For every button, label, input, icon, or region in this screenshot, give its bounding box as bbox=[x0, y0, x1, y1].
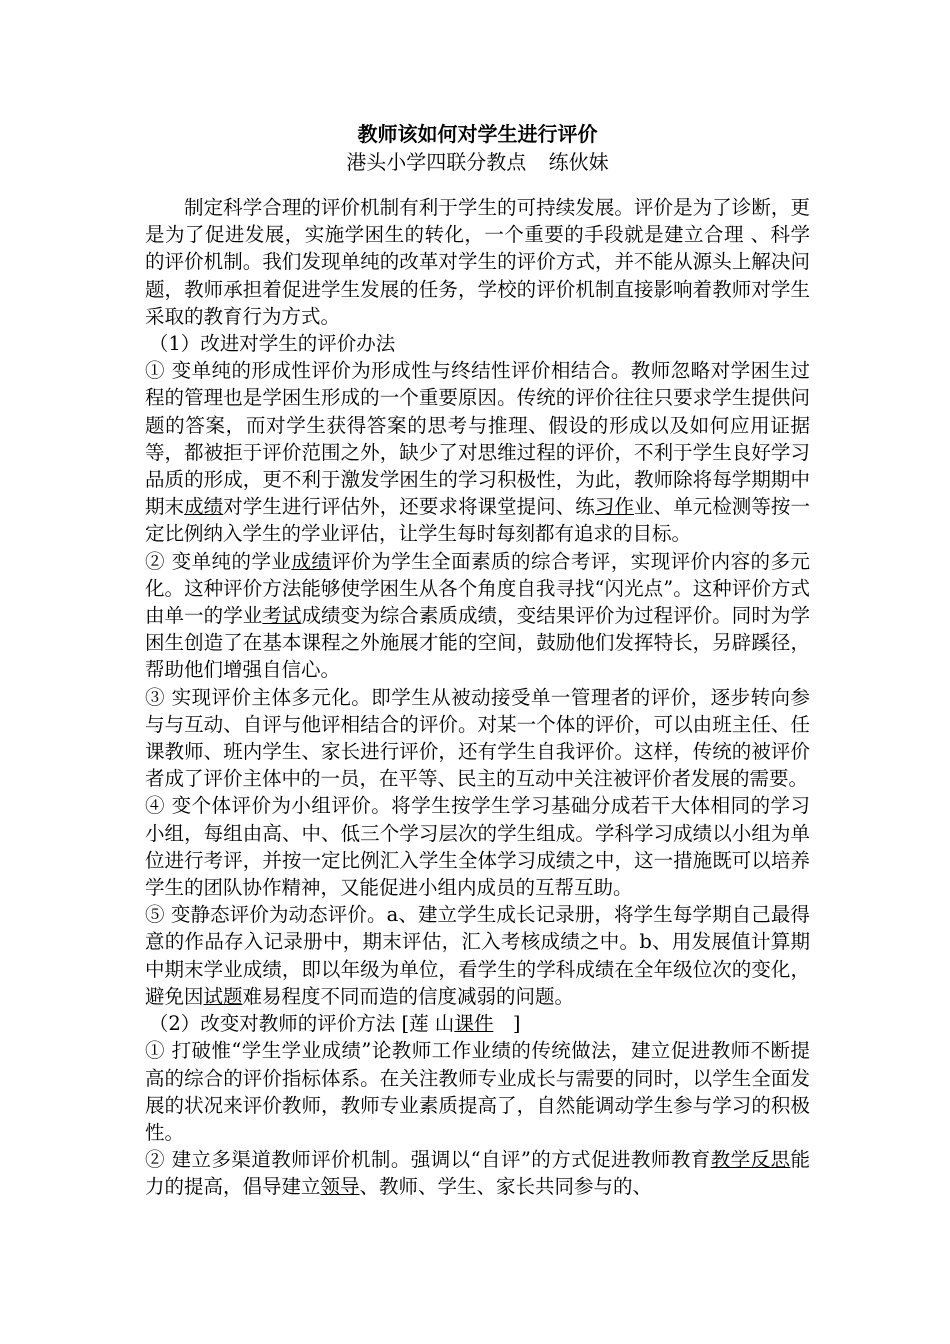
item-text: 成绩变为综合素质成绩，变结果评价为过程评价。同时为学困生创造了在基本课程之外施展才能的空间，鼓励他们发挥特长，另辟蹊径，帮助他们增强自信心。 bbox=[145, 604, 810, 682]
link-jiaoxue-fansi[interactable]: 教学反思 bbox=[710, 1148, 791, 1172]
author-name: 练伙妹 bbox=[548, 150, 609, 174]
item-text: ② 变单纯的学业 bbox=[145, 549, 292, 573]
section2-item2 bbox=[145, 1146, 810, 1200]
item-text: ① 变单纯的形成性评价为形成性与终结性评价相结合。教师忽略对学困生过程的管理也是学困生形成的一个重要原因。传统的评价往往只要求学生提供问题的答案，而对学生获得答案的思考与推理、假设的形成以及如何应用证据等，都被拒于评价范围之外，缺少了对思维过程的评价，不利于学生良好学习品质的形成，更不利于激发学困生的学习积极性，为此，教师除将每学期期中期末 bbox=[145, 359, 810, 519]
section1-heading: （1）改进对学生的评价办法 bbox=[148, 332, 396, 356]
item-text: 对学生进行评估外，还要求将课堂提问、练 bbox=[223, 495, 595, 519]
item-text: ⑤ 变静态评价为动态评价。a、建立学生成长记录册，将学生每学期自己最得意的作品存入记录册中，期末评估，汇入考核成绩之中。b、用发展值计算期中期末学业成绩，即以年级为单位，看学生的学科成绩在全年级位次的变化，避免因 bbox=[145, 903, 810, 1008]
heading-text: ] bbox=[493, 1012, 521, 1036]
link-shiti[interactable]: 试题 bbox=[203, 984, 243, 1008]
link-xizuo[interactable]: 习作 bbox=[594, 495, 634, 519]
item-text: 评价为学生全面素质的综合考评，实现评价内容的多元化。这种评价方法能够使学困生从各个角度自我寻找“闪光点”。这种评价方式由单一的学业 bbox=[145, 549, 810, 628]
section1-item1 bbox=[145, 357, 810, 547]
item-text: 难易程度不同而造的信度减弱的问题。 bbox=[242, 984, 575, 1008]
author-line bbox=[145, 148, 810, 176]
section1-item2 bbox=[145, 548, 810, 684]
section1-item3: ③ 实现评价主体多元化。即学生从被动接受单一管理者的评价，逐步转向参与与互动、自评与他评相结合的评价。对某一个体的评价，可以由班主任、任课教师、班内学生、家长进行评价，还有学生自我评价。这样，传统的被评价者成了评价主体中的一员，在平等、民主的互动中关注被评价者发展的需要。 bbox=[145, 685, 810, 791]
document-title: 教师该如何对学生进行评价 bbox=[357, 122, 598, 146]
item-text: 业、单元检测等按一定比例纳入学生的学业评估，让学生每时每刻都有追求的目标。 bbox=[145, 495, 810, 546]
link-chengji-2[interactable]: 成绩 bbox=[291, 549, 332, 573]
section2-heading bbox=[145, 1010, 810, 1037]
section2-item1: ① 打破惟“学生学业成绩”论教师工作业绩的传统做法，建立促进教师不断提高的综合的评价指标体系。在关注教师专业成长与需要的同时，以学生全面发展的状况来评价教师，教师专业素质提高了，自然能调动学生参与学习的积极性。 bbox=[145, 1039, 810, 1144]
document-page bbox=[145, 120, 810, 1201]
section1-item5 bbox=[145, 901, 810, 1010]
section1-item4: ④ 变个体评价为小组评价。将学生按学生学习基础分成若干大体相同的学习小组，每组由高、中、低三个学习层次的学生组成。学科学习成绩以小组为单位进行考评，并按一定比例汇入学生全体学习成绩之中，这一措施既可以培养学生的团队协作精神，又能促进小组内成员的互帮互助。 bbox=[145, 794, 810, 900]
link-kaoshi[interactable]: 考试 bbox=[262, 604, 302, 628]
item-text: ② 建立多渠道教师评价机制。强调以“自评”的方式促进教师教育 bbox=[145, 1148, 711, 1172]
item-text: 、教师、学生、家长共同参与的、 bbox=[359, 1175, 653, 1199]
link-lingdao[interactable]: 领导 bbox=[320, 1175, 360, 1199]
intro-paragraph: 制定科学合理的评价机制有利于学生的可持续发展。评价是为了诊断，更是为了促进发展，实施学困生的转化，一个重要的手段就是建立合理 、科学的评价机制。我们发现单纯的改革对学生的评价方式，并不能从源头上解决问题，教师承担着促进学生发展的任务，学校的评价机制直接影响着教师对学生采取的教育行为方式。 bbox=[145, 196, 810, 328]
heading-text: （2）改变对教师的评价方法 [莲 山 bbox=[148, 1012, 455, 1036]
item-text: 能力的提高，倡导建立 bbox=[145, 1148, 810, 1199]
author-school: 港头小学四联分教点 bbox=[346, 150, 527, 174]
link-chengji[interactable]: 成绩 bbox=[184, 495, 224, 519]
link-kejian[interactable]: 课件 bbox=[454, 1012, 494, 1036]
